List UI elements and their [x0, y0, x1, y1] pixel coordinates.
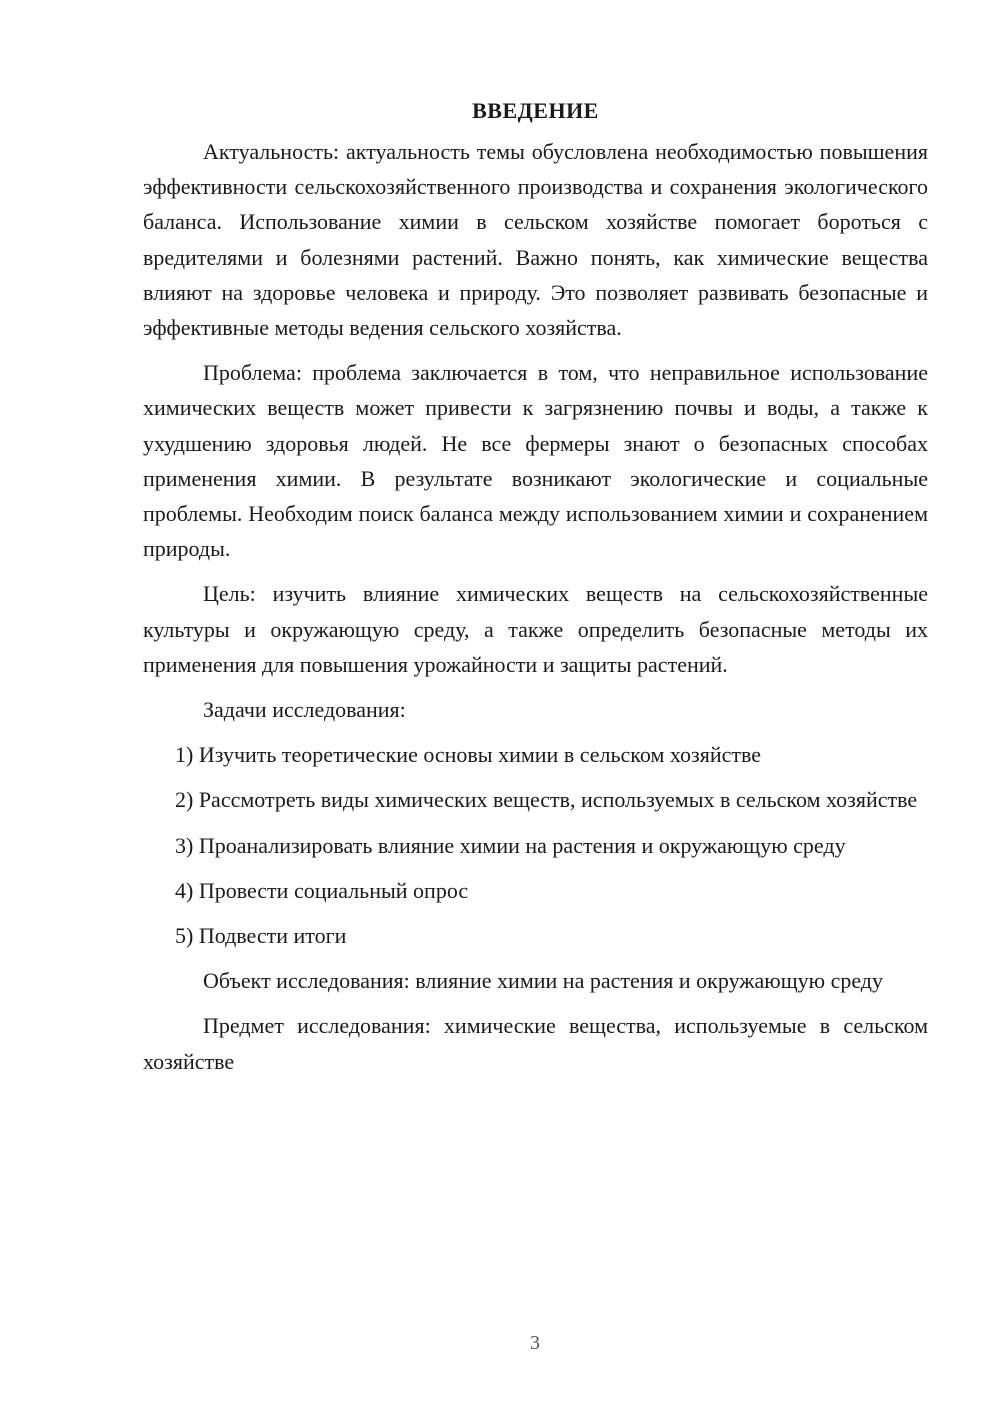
page-number: 3 [530, 1332, 540, 1354]
task-item-4: 4) Провести социальный опрос [175, 877, 469, 903]
task-item-2: 2) Рассмотреть виды химических веществ, используемых в сельском хозяйстве [175, 787, 918, 813]
task-item-1: 1) Изучить теоретические основы химии в сельском хозяйстве [175, 742, 762, 768]
tasks-heading: Задачи исследования: [203, 697, 406, 723]
task-item-3: 3) Проанализировать влияние химии на растения и окружающую среду [175, 832, 846, 858]
section-title: ВВЕДЕНИЕ [472, 98, 599, 123]
paragraph-subject: Предмет исследования: химические вещества, используемые в сельском хозяйстве [143, 1013, 928, 1074]
task-item-5: 5) Подвести итоги [175, 923, 347, 949]
page-content [143, 93, 928, 1089]
paragraph-object: Объект исследования: влияние химии на растения и окружающую среду [203, 968, 884, 994]
paragraph-goal: Цель: изучить влияние химических веществ на сельскохозяйственные культуры и окружающую среду, а также определить безопасные методы их применения для повышения урожайности и защиты растений. [143, 581, 928, 677]
paragraph-problem: Проблема: проблема заключается в том, что неправильное использование химических веществ может привести к загрязнению почвы и воды, а также к ухудшению здоровья людей. Не все фермеры знают о безопасных способах применения химии. В результате возникают экологические и социальные проблемы. Необходим поиск баланса между использованием химии и сохранением природы. [143, 360, 928, 562]
paragraph-relevance: Актуальность: актуальность темы обусловлена необходимостью повышения эффективности сельскохозяйственного производства и сохранения экологического баланса. Использование химии в сельском хозяйстве помогает бороться с вредителями и болезнями растений. Важно понять, как химические вещества влияют на здоровье человека и природу. Это позволяет развивать безопасные и эффективные методы ведения сельского хозяйства. [143, 139, 928, 341]
